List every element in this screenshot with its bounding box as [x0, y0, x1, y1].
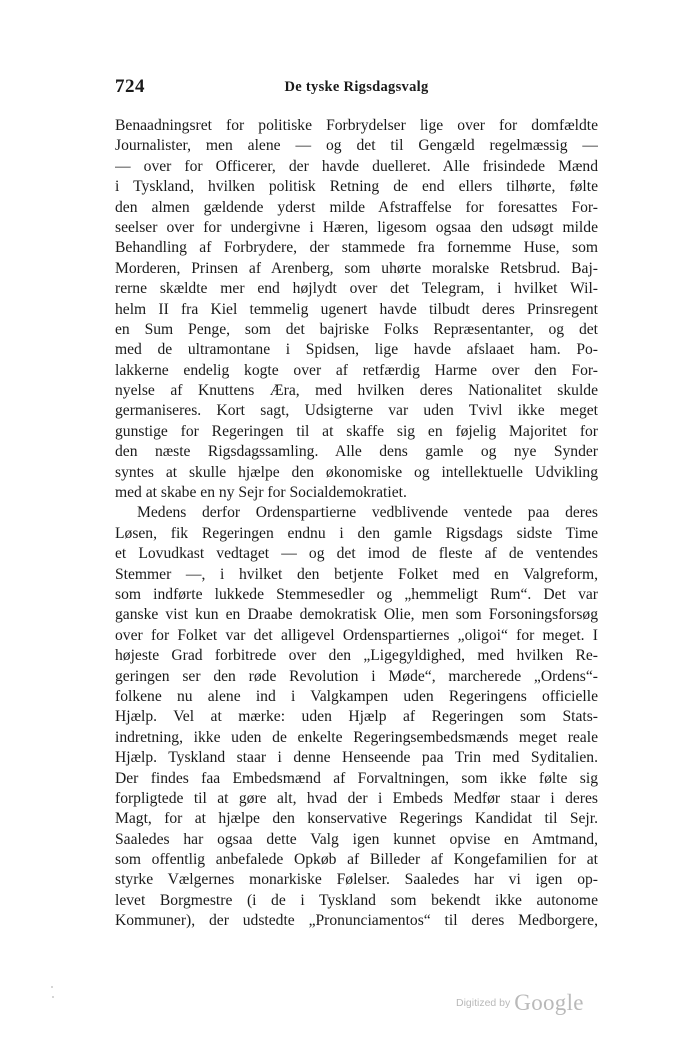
text-line: gunstige for Regeringen til at skaffe sig en føjelig Majoritet for [115, 422, 598, 440]
text-line: et Lovudkast vedtaget — og det imod de fleste af de ventendes [115, 545, 598, 563]
text-line: den næste Rigsdagssamling. Alle dens gamle og nye Synder [115, 443, 598, 461]
text-line: Kommuner), der udstedte „Pronunciamentos“ til deres Medborgere, [115, 912, 598, 930]
text-line: ganske vist kun en Draabe demokratisk Olie, men som Forsoningsforsøg [115, 606, 598, 624]
text-line: med at skabe en ny Sejr for Socialdemokratiet. [115, 484, 407, 502]
body-text [115, 116, 598, 932]
text-line: levet Borgmestre (i de i Tyskland som bekendt ikke autonome [115, 891, 598, 909]
text-line: som offentlig anbefalede Opkøb af Billeder af Kongefamilien for at [115, 851, 598, 869]
text-line: Der findes faa Embedsmænd af Forvaltningen, som ikke følte sig [115, 769, 598, 787]
text-line: syntes at skulle hjælpe den økonomiske og intellektuelle Udvikling [115, 463, 598, 481]
text-line: Behandling af Forbrydere, der stammede fra fornemme Huse, som [115, 239, 598, 257]
text-line: Saaledes har ogsaa dette Valg igen kunnet opvise en Amtmand, [115, 830, 598, 848]
text-line: med de ultramontane i Spidsen, lige havde afslaaet ham. Po- [115, 341, 598, 359]
text-line: som indførte lukkede Stemmesedler og „hemmeligt Rum“. Det var [115, 585, 598, 603]
text-line: Hjælp. Vel at mærke: uden Hjælp af Regeringen som Stats- [115, 708, 598, 726]
text-line: rerne skældte mer end højlydt over det Telegram, i hvilket Wil- [115, 280, 598, 298]
text-line: Magt, for at hjælpe den konservative Regerings Kandidat til Sejr. [115, 810, 598, 828]
watermark-prefix: Digitized by [456, 997, 511, 1009]
running-title: De tyske Rigsdagsvalg [284, 79, 429, 95]
text-line: Morderen, Prinsen af Arenberg, som uhørte moralske Retsbrud. Baj- [115, 259, 598, 277]
google-logo: Google [514, 990, 584, 1015]
text-line: Medens derfor Ordenspartierne vedblivende ventede paa deres [137, 504, 598, 522]
text-line: højeste Grad forbitrede over den „Ligegyldighed, med hvilken Re- [115, 647, 598, 665]
scan-speck [51, 986, 53, 988]
text-line: den almen gældende yderst milde Afstraffelse for foresattes For- [115, 198, 598, 216]
page-number: 724 [115, 76, 145, 97]
text-line: over for Folket var det alligevel Ordenspartiernes „oligoi“ for meget. I [115, 626, 598, 644]
text-line: nyelse af Knuttens Æra, med hvilken deres Nationalitet skulde [115, 382, 598, 400]
text-line: — over for Officerer, der havde duelleret. Alle frisindede Mænd [115, 157, 598, 175]
text-line: i Tyskland, hvilken politisk Retning de end ellers tilhørte, følte [115, 178, 598, 196]
text-line: geringen ser den røde Revolution i Møde“, marcherede „Ordens“- [115, 667, 598, 685]
text-line: en Sum Penge, som det bajriske Folks Repræsentanter, og det [115, 320, 598, 338]
text-line: Stemmer —, i hvilket den betjente Folket med en Valgreform, [115, 565, 598, 583]
text-line: forpligtede til at gøre alt, hvad der i Embeds Medfør staar i deres [115, 789, 598, 807]
text-line: Journalister, men alene — og det til Gengæld regelmæssig — [115, 137, 598, 155]
text-line: folkene nu alene ind i Valgkampen uden Regeringens officielle [115, 687, 598, 705]
text-line: lakkerne endelig kogte over af retfærdig Harme over den For- [115, 361, 598, 379]
text-line: helm II fra Kiel temmelig ugenert havde tilbudt deres Prinsregent [115, 300, 598, 318]
text-line: styrke Vælgernes monarkiske Følelser. Saaledes har vi igen op- [115, 871, 598, 889]
text-line: seelser over for undergivne i Hæren, ligesom ogsaa den udsøgt milde [115, 218, 598, 236]
text-line: indretning, ikke uden de enkelte Regeringsembedsmænds meget reale [115, 728, 598, 746]
text-line: germaniseres. Kort sagt, Udsigterne var uden Tvivl ikke meget [115, 402, 598, 420]
scan-speck [52, 996, 54, 998]
text-line: Hjælp. Tyskland staar i denne Henseende paa Trin med Syditalien. [115, 749, 598, 767]
digitized-watermark [456, 990, 606, 1020]
text-line: Benaadningsret for politiske Forbrydelser lige over for domfældte [115, 117, 598, 134]
page-header [115, 76, 598, 100]
text-line: Løsen, fik Regeringen endnu i den gamle Rigsdags sidste Time [115, 524, 598, 542]
